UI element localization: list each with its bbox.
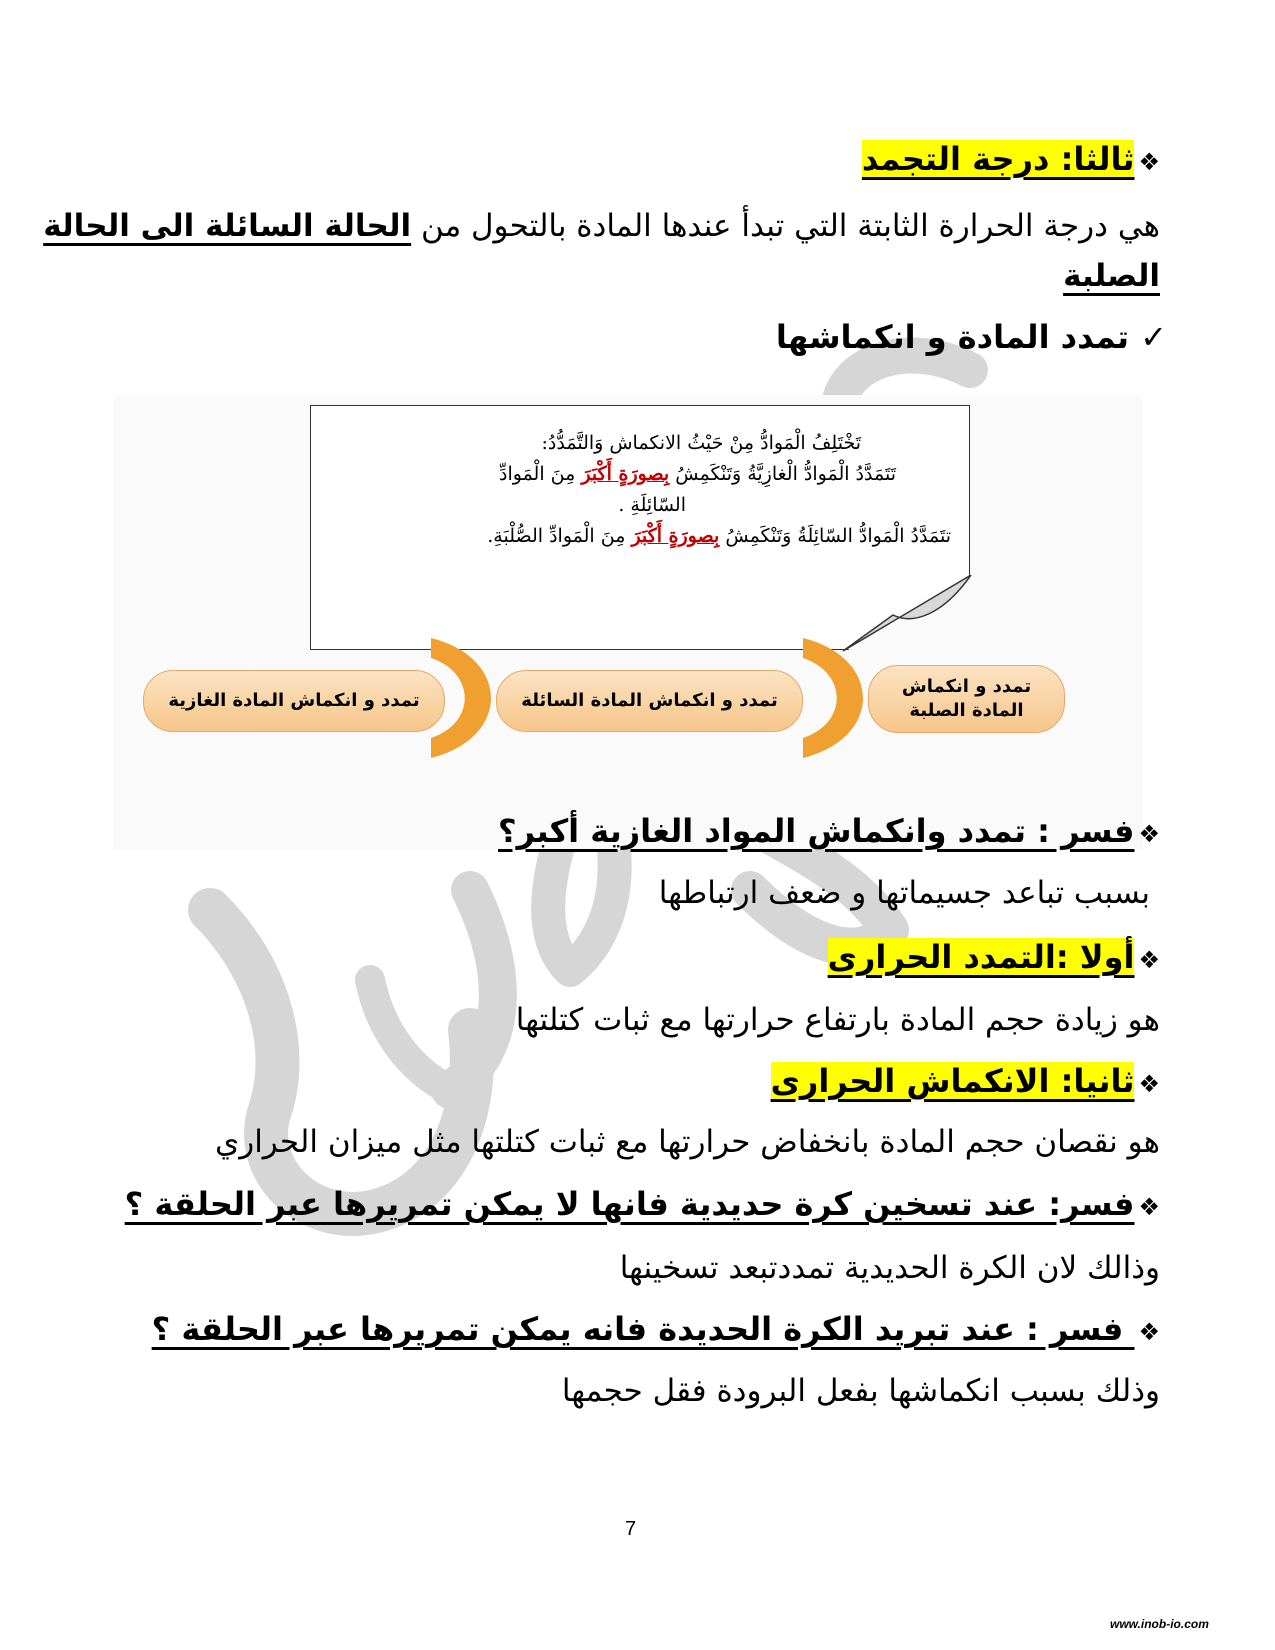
heading-text: ثانيا: الانكماش الحرارى	[770, 1062, 1135, 1100]
expansion-diagram	[113, 395, 1143, 850]
note-line-4: تتَمَدَّدُ الْمَوادُّ السّائِلَةُ وَتَنْكَمِشُ بِصورَةٍ أَكْبَرَ مِنَ الْمَوادِّ الصُّلْبَةِ.	[487, 525, 951, 547]
heading-thermal-expansion	[828, 938, 1160, 976]
question-text: فسر : تمدد وانكماش المواد الغازية أكبر؟	[498, 812, 1135, 850]
note-line-1: تَخْتَلِفُ الْمَوادُّ مِنْ حَيْثُ الانكماش وَالتَّمَدُّدُ:	[541, 432, 861, 454]
definition-text: هي درجة الحرارة الثابتة التي تبدأ عندها المادة بالتحول من	[411, 208, 1160, 244]
expansion-definition: هو زيادة حجم المادة بارتفاع حرارتها مع ثبات كتلتها	[515, 1002, 1160, 1038]
pill-solid: تمدد و انكماش المادة الصلبة	[868, 665, 1065, 733]
note-line-2: تَتَمَدَّدُ الْمَوادُّ الْغازِيَّةُ وَتَنْكَمِشُ بِصورَةٍ أَكْبَرَ مِنَ الْمَوادِّ	[499, 463, 896, 485]
freezing-definition-line2	[1063, 258, 1160, 294]
bullet-icon: ❖	[1138, 1318, 1160, 1346]
bullet-icon: ❖	[1138, 820, 1160, 848]
check-heading	[776, 318, 1167, 356]
bullet-icon: ❖	[1138, 1070, 1160, 1098]
footer-url: www.inob-io.com	[1110, 1617, 1209, 1631]
bullet-icon: ❖	[1138, 1193, 1160, 1221]
question-1	[498, 812, 1160, 850]
answer-2: وذالك لان الكرة الحديدية تمددتبعد تسخينها	[619, 1250, 1160, 1286]
arrow-bracket-icon	[803, 638, 863, 758]
heading-text: ثالثا: درجة التجمد	[861, 140, 1135, 178]
check-heading-text: تمدد المادة و انكماشها	[775, 318, 1130, 356]
question-2	[125, 1185, 1160, 1223]
pill-liquid: تمدد و انكماش المادة السائلة	[496, 670, 803, 732]
page-number: 7	[625, 1518, 637, 1540]
pill-gas: تمدد و انكماش المادة الغازية	[143, 670, 445, 732]
bullet-icon: ❖	[1138, 946, 1160, 974]
answer-1: بسبب تباعد جسيماتها و ضعف ارتباطها	[658, 875, 1150, 911]
freezing-definition-line1	[43, 208, 1160, 244]
heading-freezing-point	[862, 140, 1160, 178]
contraction-definition: هو نقصان حجم المادة بانخفاض حرارتها مع ثبات كتلتها مثل ميزان الحراري	[214, 1124, 1160, 1160]
definition-emphasis: الحالة السائلة الى الحالة	[43, 208, 412, 244]
definition-emphasis-2: الصلبة	[1063, 258, 1160, 294]
question-text: فسر : عند تبريد الكرة الحديدة فانه يمكن تمريرها عبر الحلقة ؟	[151, 1310, 1135, 1348]
heading-thermal-contraction	[771, 1062, 1160, 1100]
answer-3: وذلك بسبب انكماشها بفعل البرودة فقل حجمها	[561, 1373, 1160, 1409]
question-text: فسر: عند تسخين كرة حديدية فانها لا يمكن تمريرها عبر الحلقة ؟	[124, 1185, 1135, 1223]
question-3	[152, 1310, 1160, 1348]
heading-text: أولا :التمدد الحرارى	[827, 938, 1135, 976]
check-icon: ✓	[1140, 318, 1167, 356]
bullet-icon: ❖	[1138, 148, 1160, 176]
note-line-3: السّائِلَةِ .	[618, 494, 686, 516]
